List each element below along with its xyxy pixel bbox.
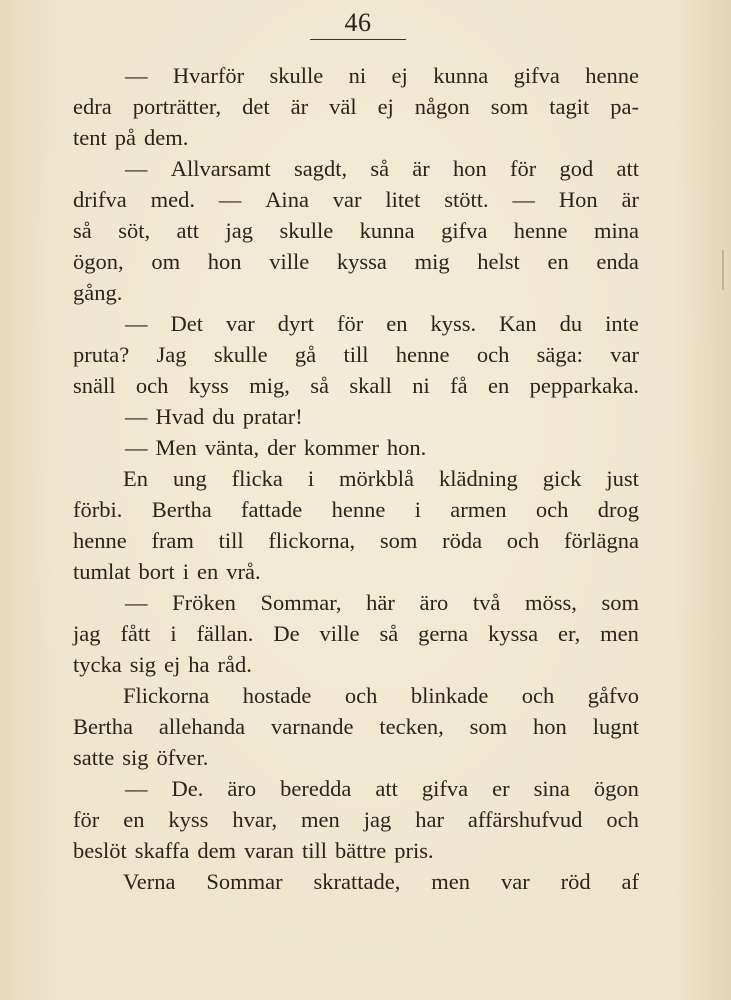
page-edge-mark	[722, 250, 724, 290]
text-line: drifva med. — Aina var litet stött. — Hon är	[73, 187, 639, 212]
text-line: pruta? Jag skulle gå till henne och säga: var	[73, 342, 639, 367]
text-line: gång.	[73, 280, 123, 305]
text-line: så söt, att jag skulle kunna gifva henne mina	[73, 218, 639, 243]
text-line: — Men vänta, der kommer hon.	[125, 435, 427, 460]
text-line: tycka sig ej ha råd.	[73, 652, 252, 677]
text-line: förbi. Bertha fattade henne i armen och drog	[73, 497, 639, 522]
text-line: — De. äro beredda att gifva er sina ögon	[125, 776, 639, 801]
text-line: tent på dem.	[73, 125, 189, 150]
text-line: henne fram till flickorna, som röda och förlägna	[73, 528, 639, 553]
text-line: En ung flicka i mörkblå klädning gick just	[123, 466, 639, 491]
text-line: Verna Sommar skrattade, men var röd af	[123, 869, 639, 894]
text-line: satte sig öfver.	[73, 745, 209, 770]
text-line: edra porträtter, det är väl ej någon som tagit pa-	[73, 94, 639, 119]
page-number-rule	[310, 39, 406, 40]
text-line: snäll och kyss mig, så skall ni få en pepparkaka.	[73, 373, 639, 398]
text-line: — Hvad du pratar!	[125, 404, 303, 429]
page-number: 46	[344, 8, 372, 37]
body-text	[73, 60, 639, 897]
text-line: Flickorna hostade och blinkade och gåfvo	[123, 683, 639, 708]
text-line: tumlat bort i en vrå.	[73, 559, 261, 584]
text-line: — Det var dyrt för en kyss. Kan du inte	[125, 311, 639, 336]
text-line: — Allvarsamt sagdt, så är hon för god att	[125, 156, 639, 181]
text-line: jag fått i fällan. De ville så gerna kyssa er, men	[73, 621, 639, 646]
text-line: — Fröken Sommar, här äro två möss, som	[125, 590, 639, 615]
text-line: ögon, om hon ville kyssa mig helst en enda	[73, 249, 639, 274]
text-line: för en kyss hvar, men jag har affärshufvud och	[73, 807, 639, 832]
text-line: Bertha allehanda varnande tecken, som hon lugnt	[73, 714, 639, 739]
text-line: beslöt skaffa dem varan till bättre pris.	[73, 838, 434, 863]
text-line: — Hvarför skulle ni ej kunna gifva henne	[125, 63, 639, 88]
